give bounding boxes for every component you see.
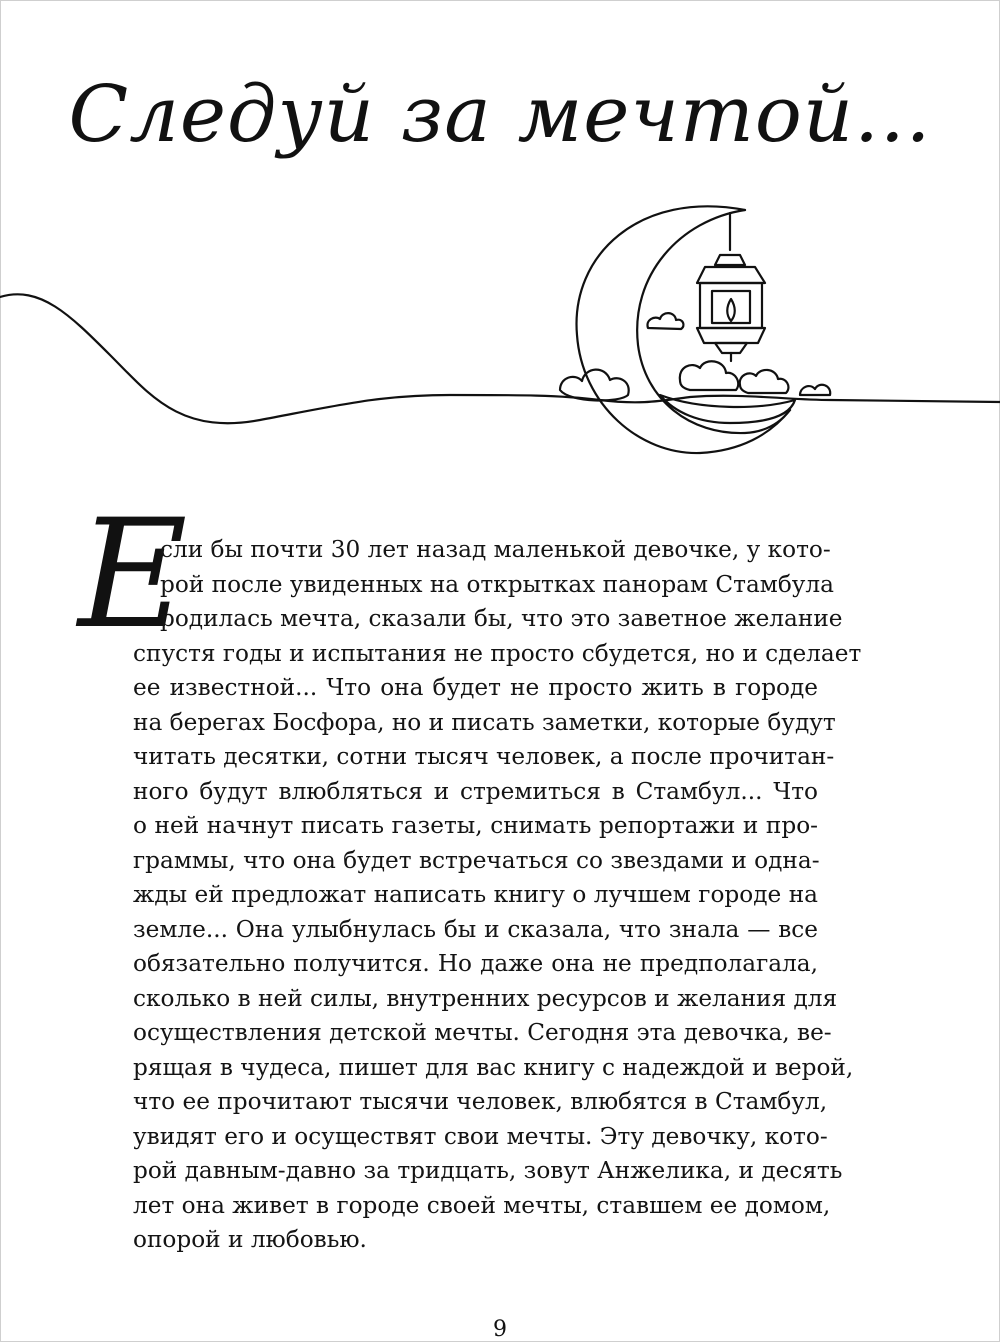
text-line: обязательно получится. Но даже она не предполагала, <box>133 950 818 977</box>
text-line: лет она живет в городе своей мечты, ставшем ее домом, <box>133 1191 831 1219</box>
text-line: увидят его и осуществят свои мечты. Эту девочку, кото- <box>133 1122 828 1150</box>
text-line: ного будут влюбляться и стремиться в Стамбул... Что <box>133 777 818 805</box>
text-line: на берегах Босфора, но и писать заметки, которые будут <box>133 708 836 736</box>
flowing-line-left <box>0 294 1000 423</box>
text-line: жды ей предложат написать книгу о лучшем городе на <box>133 881 818 908</box>
text-line: что ее прочитают тысячи человек, влюбятся в Стамбул, <box>133 1088 828 1115</box>
drop-cap-letter: Е <box>78 488 188 662</box>
text-line: рой после увиденных на открытках панорам Стамбула <box>160 570 834 598</box>
crescent-moon-inner <box>637 210 790 433</box>
text-line: спустя годы и испытания не просто сбудется, но и сделает <box>133 639 862 667</box>
text-line: ее известной... Что она будет не просто жить в городе <box>133 674 818 701</box>
cloud-small <box>647 313 683 329</box>
text-line: родилась мечта, сказали бы, что это заветное желание <box>160 605 843 632</box>
text-line: читать десятки, сотни тысяч человек, а после прочитан- <box>133 743 835 770</box>
text-line: земле... Она улыбнулась бы и сказала, что знала — все <box>133 915 818 943</box>
text-line: сли бы почти 30 лет назад маленькой девочке, у кото- <box>160 536 831 563</box>
text-line: осуществления детской мечты. Сегодня эта девочка, ве- <box>133 1019 832 1046</box>
cloud-far-right <box>800 385 830 395</box>
text-line: опорой и любовью. <box>133 1226 367 1253</box>
lantern-icon <box>697 255 765 361</box>
text-line: рой давным-давно за тридцать, зовут Анжелика, и десять <box>133 1157 843 1184</box>
crescent-moon <box>577 206 790 453</box>
text-line: сколько в ней силы, внутренних ресурсов и желания для <box>133 984 838 1012</box>
body-paragraph <box>133 533 862 1258</box>
page-number: 9 <box>493 1317 507 1342</box>
text-line: граммы, что она будет встречаться со звездами и одна- <box>133 846 820 874</box>
text-line: о ней начнут писать газеты, снимать репортажи и про- <box>133 812 818 839</box>
chapter-title: Следуй за мечтой... <box>68 70 932 160</box>
cloud-left <box>560 370 629 401</box>
cloud-right <box>740 370 789 393</box>
crescent-lantern-illustration <box>0 195 1000 475</box>
cloud-middle <box>680 361 738 390</box>
text-line: рящая в чудеса, пишет для вас книгу с надеждой и верой, <box>133 1053 854 1081</box>
